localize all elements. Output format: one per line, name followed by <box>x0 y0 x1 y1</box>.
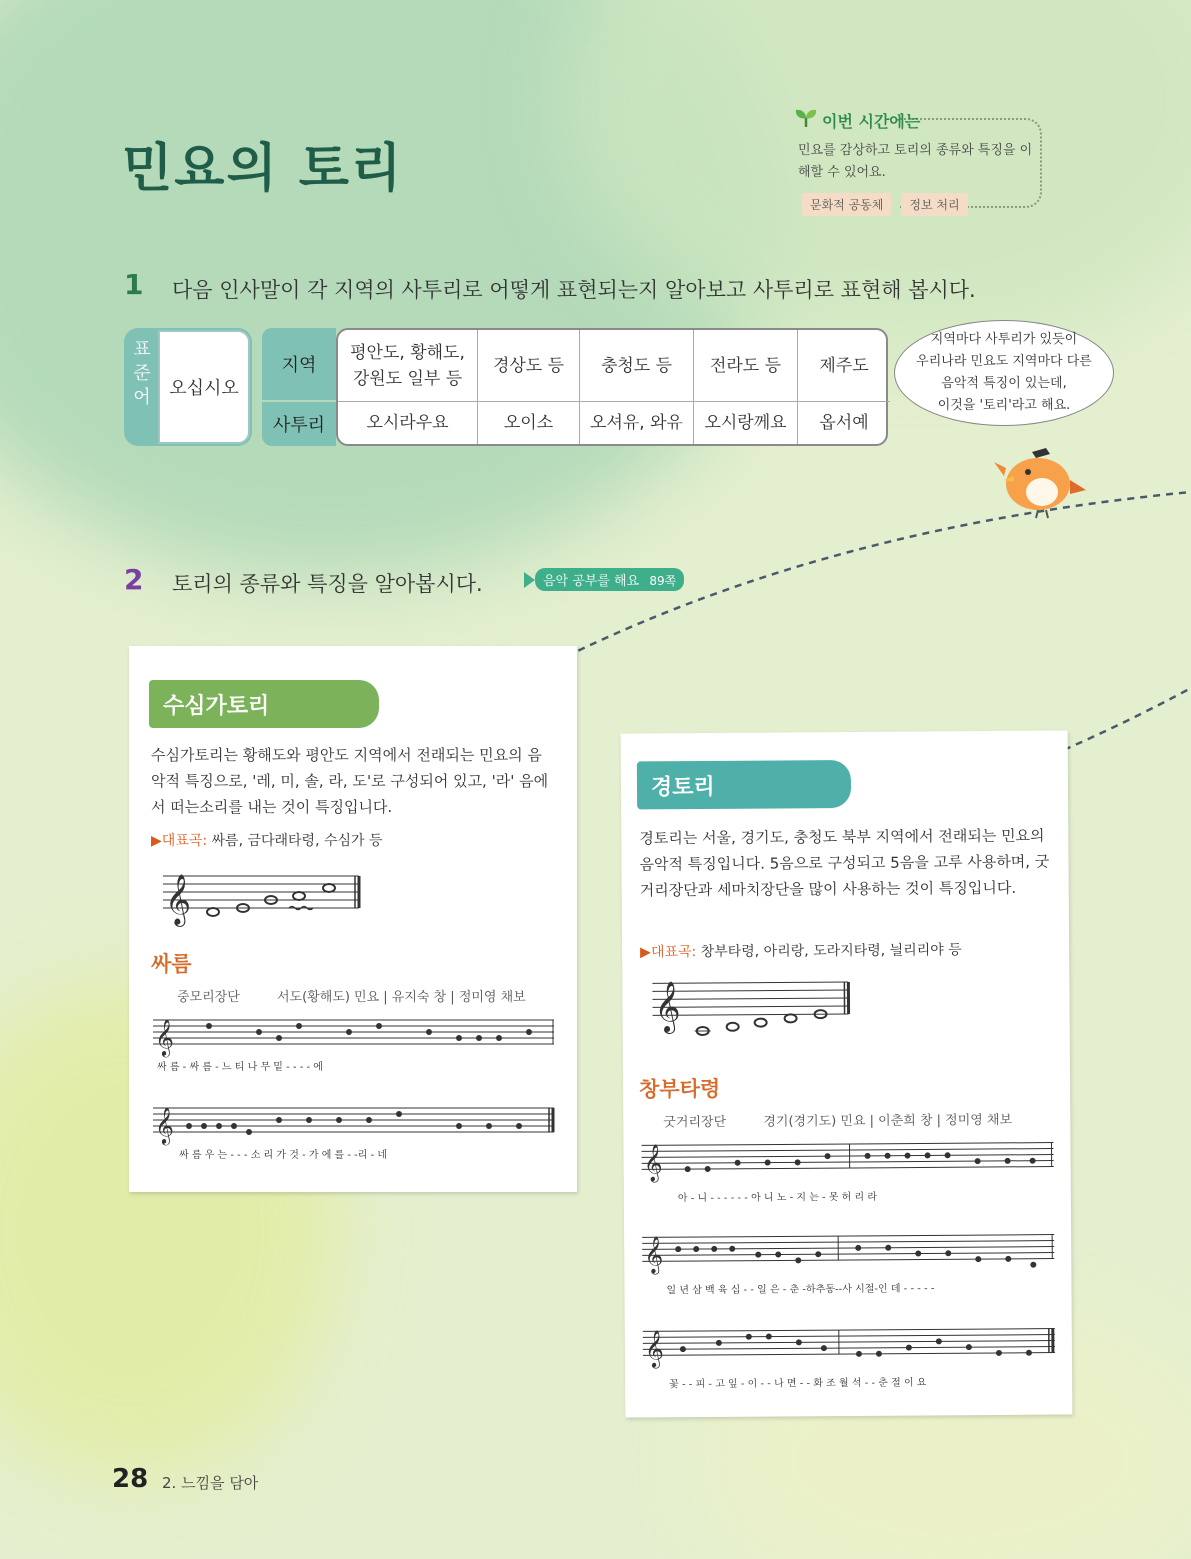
card-heading: 수심가토리 <box>149 680 379 728</box>
dialect-cell: 옵서예 <box>819 413 869 433</box>
song-meta: 굿거리장단 경기(경기도) 민요 | 이춘희 창 | 정미영 채보 <box>663 1112 1013 1131</box>
question-1-number: 1 <box>124 268 144 301</box>
song-title: 싸름 <box>151 952 192 976</box>
question-2-number: 2 <box>124 563 144 596</box>
score-line-2 <box>638 1221 1059 1304</box>
region-cell: 전라도 등 <box>694 330 798 402</box>
row-header-region: 지역 <box>262 328 336 400</box>
region-cell: 제주도 <box>798 330 890 402</box>
lyrics-line: 일 년 삼 백 육 십 - - 일 은 - 춘 -하추동--사 시절-인 데 - - - - - <box>666 1283 935 1297</box>
dialect-cell: 오이소 <box>478 402 580 444</box>
card-susimga-tori <box>129 646 577 1192</box>
goal-heading: 이번 시간에는 <box>794 108 920 132</box>
lyrics-line: 아 - 니 - - - - - - 아 니 노 - 지 는 - 못 허 리 라 <box>677 1191 878 1205</box>
svg-text:𝄞: 𝄞 <box>654 981 681 1033</box>
standard-language-label: 표 준 어 <box>133 339 151 408</box>
lyrics-line: 꽃 - - 피 - 고 잎 - 이 - - 나 면 - - 화 조 월 석 - - 춘 절 이 요 <box>669 1377 927 1391</box>
lyrics-line: 싸 름 - 싸 름 - 느 티 나 무 밑 - - - - 에 <box>157 1062 323 1073</box>
card-body: 수심가토리는 황해도와 평안도 지역에서 전래되는 민요의 음악적 특징으로, '레, 미, 솔, 라, 도'로 구성되어 있고, '라' 음에서 떠는소리를 내는 것이 특징입니다. <box>151 746 549 816</box>
reference-page: 89쪽 <box>649 574 677 588</box>
card-heading: 경토리 <box>637 760 851 809</box>
question-1-text: 다음 인사말이 각 지역의 사투리로 어떻게 표현되는지 알아보고 사투리로 표현해 봅시다. <box>172 278 976 302</box>
page-number: 28 <box>112 1464 149 1494</box>
score-line-1 <box>149 1006 559 1076</box>
representative-songs: ▶대표곡: 창부타령, 아리랑, 도라지타령, 늴리리야 등 <box>640 942 962 961</box>
goal-tag: 정보 처리 <box>901 193 967 216</box>
play-arrow-icon <box>524 572 535 588</box>
score-line-1 <box>637 1129 1058 1212</box>
reference-label: 음악 공부를 해요 89쪽 <box>535 568 684 591</box>
svg-text:𝄞: 𝄞 <box>643 1143 663 1182</box>
song-meta: 중모리장단 서도(황해도) 민요 | 유지숙 창 | 정미영 채보 <box>177 990 526 1005</box>
speech-bubble: 지역마다 사투리가 있듯이 우리나라 민요도 지역마다 다른 음악적 특징이 있는데, 이것을 '토리'라고 해요. <box>894 320 1114 426</box>
page-title: 민요의 토리 <box>122 139 404 199</box>
svg-text:𝄞: 𝄞 <box>165 874 192 925</box>
row-header-dialect: 사투리 <box>262 402 336 446</box>
region-cell: 평안도, 황해도, 강원도 일부 등 <box>338 330 478 402</box>
svg-text:𝄞: 𝄞 <box>155 1018 174 1056</box>
card-gyeong-tori <box>621 730 1073 1417</box>
chapter-label: 2. 느낌을 담아 <box>162 1474 259 1492</box>
dialect-cell: 오셔유, 와유 <box>580 402 694 444</box>
goal-tag: 문화적 공동체 <box>802 193 891 216</box>
region-cell: 경상도 등 <box>478 330 580 402</box>
lyrics-line: 싸 름 우 는 - - - 소 리 가 것 - 가 에 를 - -리 - 네 <box>179 1150 388 1161</box>
score-line-2 <box>149 1094 559 1164</box>
goal-text: 민요를 감상하고 토리의 종류와 특징을 이해할 수 있어요. <box>798 143 1033 180</box>
reference-badge <box>524 568 684 591</box>
dialect-cell: 오시라우요 <box>338 402 478 444</box>
svg-text:𝄞: 𝄞 <box>644 1329 664 1368</box>
question-2-text: 토리의 종류와 특징을 알아봅시다. <box>172 572 483 596</box>
svg-text:𝄞: 𝄞 <box>155 1106 174 1144</box>
standard-language-value: 오십시오 <box>158 330 250 444</box>
score-line-3 <box>639 1315 1060 1398</box>
card-body: 경토리는 서울, 경기도, 충청도 북부 지역에서 전래되는 민요의 음악적 특징입니다. 5음으로 구성되고 5음을 고루 사용하며, 굿거리장단과 세마치장단을 많이 사용하는 것이 특징입니다. <box>639 826 1050 900</box>
representative-songs: ▶대표곡: 싸름, 금다래타령, 수심가 등 <box>151 833 383 849</box>
scale-staff <box>159 862 369 934</box>
svg-text:𝄞: 𝄞 <box>644 1235 664 1274</box>
song-title: 창부타령 <box>639 1076 721 1102</box>
dialect-cell: 오시랑께요 <box>694 402 798 444</box>
region-cell: 충청도 등 <box>580 330 694 402</box>
scale-staff <box>648 968 859 1049</box>
